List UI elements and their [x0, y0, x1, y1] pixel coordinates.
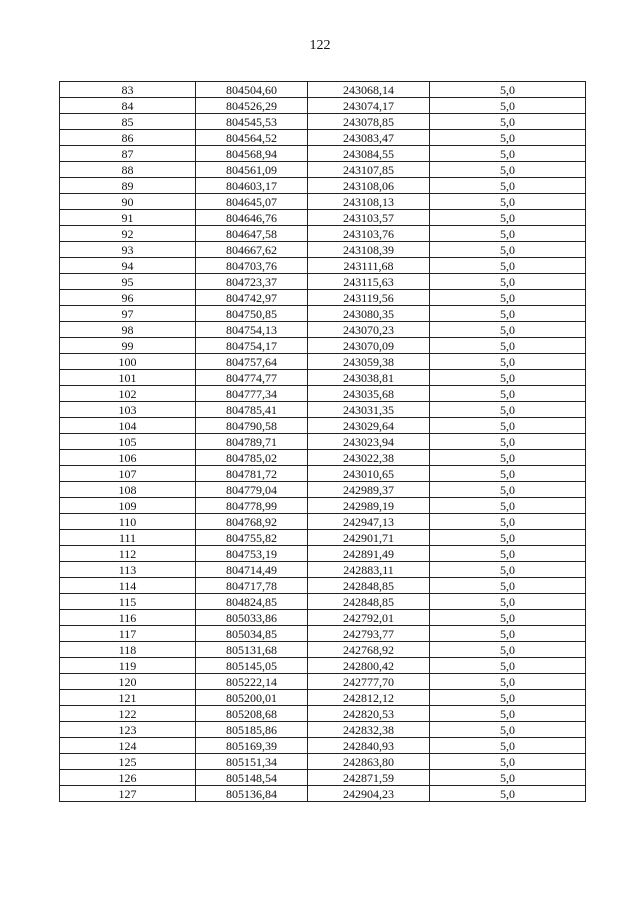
- value-cell: 5,0: [430, 482, 586, 498]
- y-coordinate-cell: 243070,23: [308, 322, 430, 338]
- table-row: [60, 482, 586, 498]
- x-coordinate-cell: 804717,78: [196, 578, 308, 594]
- value-cell: 5,0: [430, 722, 586, 738]
- y-coordinate-cell: 243115,63: [308, 274, 430, 290]
- table-row: [60, 450, 586, 466]
- table-row: [60, 530, 586, 546]
- y-coordinate-cell: 243119,56: [308, 290, 430, 306]
- value-cell: 5,0: [430, 306, 586, 322]
- y-coordinate-cell: 242820,53: [308, 706, 430, 722]
- x-coordinate-cell: 805136,84: [196, 786, 308, 802]
- point-number-cell: 97: [60, 306, 196, 322]
- table-row: [60, 322, 586, 338]
- value-cell: 5,0: [430, 386, 586, 402]
- table-row: [60, 738, 586, 754]
- point-number-cell: 119: [60, 658, 196, 674]
- y-coordinate-cell: 242840,93: [308, 738, 430, 754]
- point-number-cell: 111: [60, 530, 196, 546]
- point-number-cell: 106: [60, 450, 196, 466]
- y-coordinate-cell: 243103,76: [308, 226, 430, 242]
- value-cell: 5,0: [430, 274, 586, 290]
- table-row: [60, 242, 586, 258]
- table-row: [60, 82, 586, 98]
- value-cell: 5,0: [430, 498, 586, 514]
- value-cell: 5,0: [430, 434, 586, 450]
- y-coordinate-cell: 242800,42: [308, 658, 430, 674]
- point-number-cell: 93: [60, 242, 196, 258]
- table-row: [60, 146, 586, 162]
- y-coordinate-cell: 242812,12: [308, 690, 430, 706]
- point-number-cell: 85: [60, 114, 196, 130]
- value-cell: 5,0: [430, 754, 586, 770]
- y-coordinate-cell: 243103,57: [308, 210, 430, 226]
- point-number-cell: 109: [60, 498, 196, 514]
- y-coordinate-cell: 242792,01: [308, 610, 430, 626]
- point-number-cell: 107: [60, 466, 196, 482]
- table-row: [60, 642, 586, 658]
- point-number-cell: 83: [60, 82, 196, 98]
- point-number-cell: 99: [60, 338, 196, 354]
- table-row: [60, 514, 586, 530]
- x-coordinate-cell: 805169,39: [196, 738, 308, 754]
- x-coordinate-cell: 804714,49: [196, 562, 308, 578]
- table-row: [60, 578, 586, 594]
- point-number-cell: 98: [60, 322, 196, 338]
- point-number-cell: 108: [60, 482, 196, 498]
- point-number-cell: 101: [60, 370, 196, 386]
- x-coordinate-cell: 804755,82: [196, 530, 308, 546]
- table-row: [60, 418, 586, 434]
- value-cell: 5,0: [430, 658, 586, 674]
- x-coordinate-cell: 804723,37: [196, 274, 308, 290]
- y-coordinate-cell: 243022,38: [308, 450, 430, 466]
- point-number-cell: 120: [60, 674, 196, 690]
- x-coordinate-cell: 805185,86: [196, 722, 308, 738]
- x-coordinate-cell: 804561,09: [196, 162, 308, 178]
- x-coordinate-cell: 804768,92: [196, 514, 308, 530]
- y-coordinate-cell: 242777,70: [308, 674, 430, 690]
- x-coordinate-cell: 804526,29: [196, 98, 308, 114]
- value-cell: 5,0: [430, 82, 586, 98]
- value-cell: 5,0: [430, 418, 586, 434]
- point-number-cell: 92: [60, 226, 196, 242]
- y-coordinate-cell: 242989,37: [308, 482, 430, 498]
- y-coordinate-cell: 243108,06: [308, 178, 430, 194]
- y-coordinate-cell: 243108,39: [308, 242, 430, 258]
- x-coordinate-cell: 804789,71: [196, 434, 308, 450]
- x-coordinate-cell: 805131,68: [196, 642, 308, 658]
- point-number-cell: 102: [60, 386, 196, 402]
- value-cell: 5,0: [430, 706, 586, 722]
- page-number: 122: [309, 38, 331, 53]
- table-row: [60, 562, 586, 578]
- value-cell: 5,0: [430, 146, 586, 162]
- point-number-cell: 124: [60, 738, 196, 754]
- x-coordinate-cell: 804750,85: [196, 306, 308, 322]
- y-coordinate-cell: 243108,13: [308, 194, 430, 210]
- point-number-cell: 88: [60, 162, 196, 178]
- value-cell: 5,0: [430, 562, 586, 578]
- x-coordinate-cell: 804603,17: [196, 178, 308, 194]
- table-row: [60, 306, 586, 322]
- table-row: [60, 402, 586, 418]
- y-coordinate-cell: 242901,71: [308, 530, 430, 546]
- value-cell: 5,0: [430, 402, 586, 418]
- x-coordinate-cell: 805148,54: [196, 770, 308, 786]
- point-number-cell: 89: [60, 178, 196, 194]
- point-number-cell: 125: [60, 754, 196, 770]
- point-number-cell: 112: [60, 546, 196, 562]
- x-coordinate-cell: 804703,76: [196, 258, 308, 274]
- table-row: [60, 706, 586, 722]
- y-coordinate-cell: 242848,85: [308, 578, 430, 594]
- y-coordinate-cell: 243084,55: [308, 146, 430, 162]
- x-coordinate-cell: 805200,01: [196, 690, 308, 706]
- point-number-cell: 115: [60, 594, 196, 610]
- y-coordinate-cell: 243070,09: [308, 338, 430, 354]
- x-coordinate-cell: 804564,52: [196, 130, 308, 146]
- value-cell: 5,0: [430, 626, 586, 642]
- x-coordinate-cell: 804777,34: [196, 386, 308, 402]
- x-coordinate-cell: 804781,72: [196, 466, 308, 482]
- table-row: [60, 386, 586, 402]
- y-coordinate-cell: 242863,80: [308, 754, 430, 770]
- table-row: [60, 626, 586, 642]
- table-row: [60, 610, 586, 626]
- y-coordinate-cell: 242989,19: [308, 498, 430, 514]
- y-coordinate-cell: 243010,65: [308, 466, 430, 482]
- value-cell: 5,0: [430, 642, 586, 658]
- table-row: [60, 274, 586, 290]
- value-cell: 5,0: [430, 370, 586, 386]
- y-coordinate-cell: 243080,35: [308, 306, 430, 322]
- value-cell: 5,0: [430, 786, 586, 802]
- y-coordinate-cell: 242768,92: [308, 642, 430, 658]
- point-number-cell: 126: [60, 770, 196, 786]
- y-coordinate-cell: 243078,85: [308, 114, 430, 130]
- x-coordinate-cell: 804790,58: [196, 418, 308, 434]
- x-coordinate-cell: 804754,13: [196, 322, 308, 338]
- y-coordinate-cell: 243038,81: [308, 370, 430, 386]
- point-number-cell: 123: [60, 722, 196, 738]
- value-cell: 5,0: [430, 530, 586, 546]
- table-row: [60, 290, 586, 306]
- x-coordinate-cell: 804785,02: [196, 450, 308, 466]
- point-number-cell: 116: [60, 610, 196, 626]
- y-coordinate-cell: 243068,14: [308, 82, 430, 98]
- y-coordinate-cell: 243074,17: [308, 98, 430, 114]
- point-number-cell: 118: [60, 642, 196, 658]
- table-row: [60, 434, 586, 450]
- value-cell: 5,0: [430, 210, 586, 226]
- point-number-cell: 96: [60, 290, 196, 306]
- value-cell: 5,0: [430, 194, 586, 210]
- y-coordinate-cell: 242891,49: [308, 546, 430, 562]
- table-row: [60, 194, 586, 210]
- point-number-cell: 90: [60, 194, 196, 210]
- table-row: [60, 338, 586, 354]
- coordinates-table-body: [60, 82, 586, 802]
- table-row: [60, 354, 586, 370]
- value-cell: 5,0: [430, 98, 586, 114]
- table-row: [60, 162, 586, 178]
- point-number-cell: 100: [60, 354, 196, 370]
- value-cell: 5,0: [430, 450, 586, 466]
- y-coordinate-cell: 243111,68: [308, 258, 430, 274]
- table-row: [60, 722, 586, 738]
- x-coordinate-cell: 804753,19: [196, 546, 308, 562]
- x-coordinate-cell: 804742,97: [196, 290, 308, 306]
- point-number-cell: 87: [60, 146, 196, 162]
- point-number-cell: 121: [60, 690, 196, 706]
- point-number-cell: 110: [60, 514, 196, 530]
- value-cell: 5,0: [430, 130, 586, 146]
- y-coordinate-cell: 243083,47: [308, 130, 430, 146]
- value-cell: 5,0: [430, 354, 586, 370]
- value-cell: 5,0: [430, 578, 586, 594]
- table-row: [60, 370, 586, 386]
- y-coordinate-cell: 242832,38: [308, 722, 430, 738]
- x-coordinate-cell: 804757,64: [196, 354, 308, 370]
- point-number-cell: 91: [60, 210, 196, 226]
- x-coordinate-cell: 804779,04: [196, 482, 308, 498]
- coordinates-table: [59, 81, 586, 802]
- table-row: [60, 210, 586, 226]
- table-row: [60, 546, 586, 562]
- x-coordinate-cell: 804647,58: [196, 226, 308, 242]
- value-cell: 5,0: [430, 690, 586, 706]
- point-number-cell: 94: [60, 258, 196, 274]
- value-cell: 5,0: [430, 770, 586, 786]
- value-cell: 5,0: [430, 290, 586, 306]
- x-coordinate-cell: 804667,62: [196, 242, 308, 258]
- table-row: [60, 754, 586, 770]
- point-number-cell: 84: [60, 98, 196, 114]
- table-row: [60, 130, 586, 146]
- x-coordinate-cell: 804646,76: [196, 210, 308, 226]
- point-number-cell: 105: [60, 434, 196, 450]
- table-row: [60, 178, 586, 194]
- point-number-cell: 127: [60, 786, 196, 802]
- x-coordinate-cell: 804774,77: [196, 370, 308, 386]
- point-number-cell: 122: [60, 706, 196, 722]
- point-number-cell: 113: [60, 562, 196, 578]
- x-coordinate-cell: 804645,07: [196, 194, 308, 210]
- y-coordinate-cell: 243059,38: [308, 354, 430, 370]
- x-coordinate-cell: 804568,94: [196, 146, 308, 162]
- table-row: [60, 674, 586, 690]
- x-coordinate-cell: 805208,68: [196, 706, 308, 722]
- table-row: [60, 786, 586, 802]
- y-coordinate-cell: 242883,11: [308, 562, 430, 578]
- y-coordinate-cell: 242848,85: [308, 594, 430, 610]
- table-row: [60, 658, 586, 674]
- value-cell: 5,0: [430, 162, 586, 178]
- value-cell: 5,0: [430, 338, 586, 354]
- y-coordinate-cell: 243029,64: [308, 418, 430, 434]
- x-coordinate-cell: 805034,85: [196, 626, 308, 642]
- value-cell: 5,0: [430, 594, 586, 610]
- y-coordinate-cell: 243031,35: [308, 402, 430, 418]
- value-cell: 5,0: [430, 242, 586, 258]
- point-number-cell: 104: [60, 418, 196, 434]
- table-row: [60, 466, 586, 482]
- point-number-cell: 114: [60, 578, 196, 594]
- table-row: [60, 770, 586, 786]
- value-cell: 5,0: [430, 738, 586, 754]
- table-row: [60, 498, 586, 514]
- x-coordinate-cell: 804824,85: [196, 594, 308, 610]
- point-number-cell: 117: [60, 626, 196, 642]
- value-cell: 5,0: [430, 674, 586, 690]
- table-row: [60, 226, 586, 242]
- y-coordinate-cell: 242793,77: [308, 626, 430, 642]
- y-coordinate-cell: 243023,94: [308, 434, 430, 450]
- y-coordinate-cell: 243107,85: [308, 162, 430, 178]
- value-cell: 5,0: [430, 258, 586, 274]
- value-cell: 5,0: [430, 514, 586, 530]
- y-coordinate-cell: 242904,23: [308, 786, 430, 802]
- point-number-cell: 95: [60, 274, 196, 290]
- x-coordinate-cell: 804785,41: [196, 402, 308, 418]
- y-coordinate-cell: 243035,68: [308, 386, 430, 402]
- x-coordinate-cell: 805145,05: [196, 658, 308, 674]
- value-cell: 5,0: [430, 466, 586, 482]
- x-coordinate-cell: 805151,34: [196, 754, 308, 770]
- table-row: [60, 98, 586, 114]
- y-coordinate-cell: 242947,13: [308, 514, 430, 530]
- value-cell: 5,0: [430, 322, 586, 338]
- table-row: [60, 594, 586, 610]
- value-cell: 5,0: [430, 178, 586, 194]
- table-row: [60, 114, 586, 130]
- value-cell: 5,0: [430, 226, 586, 242]
- x-coordinate-cell: 804504,60: [196, 82, 308, 98]
- x-coordinate-cell: 804778,99: [196, 498, 308, 514]
- value-cell: 5,0: [430, 610, 586, 626]
- point-number-cell: 86: [60, 130, 196, 146]
- point-number-cell: 103: [60, 402, 196, 418]
- table-row: [60, 258, 586, 274]
- x-coordinate-cell: 804754,17: [196, 338, 308, 354]
- x-coordinate-cell: 805222,14: [196, 674, 308, 690]
- x-coordinate-cell: 805033,86: [196, 610, 308, 626]
- table-row: [60, 690, 586, 706]
- x-coordinate-cell: 804545,53: [196, 114, 308, 130]
- y-coordinate-cell: 242871,59: [308, 770, 430, 786]
- value-cell: 5,0: [430, 546, 586, 562]
- value-cell: 5,0: [430, 114, 586, 130]
